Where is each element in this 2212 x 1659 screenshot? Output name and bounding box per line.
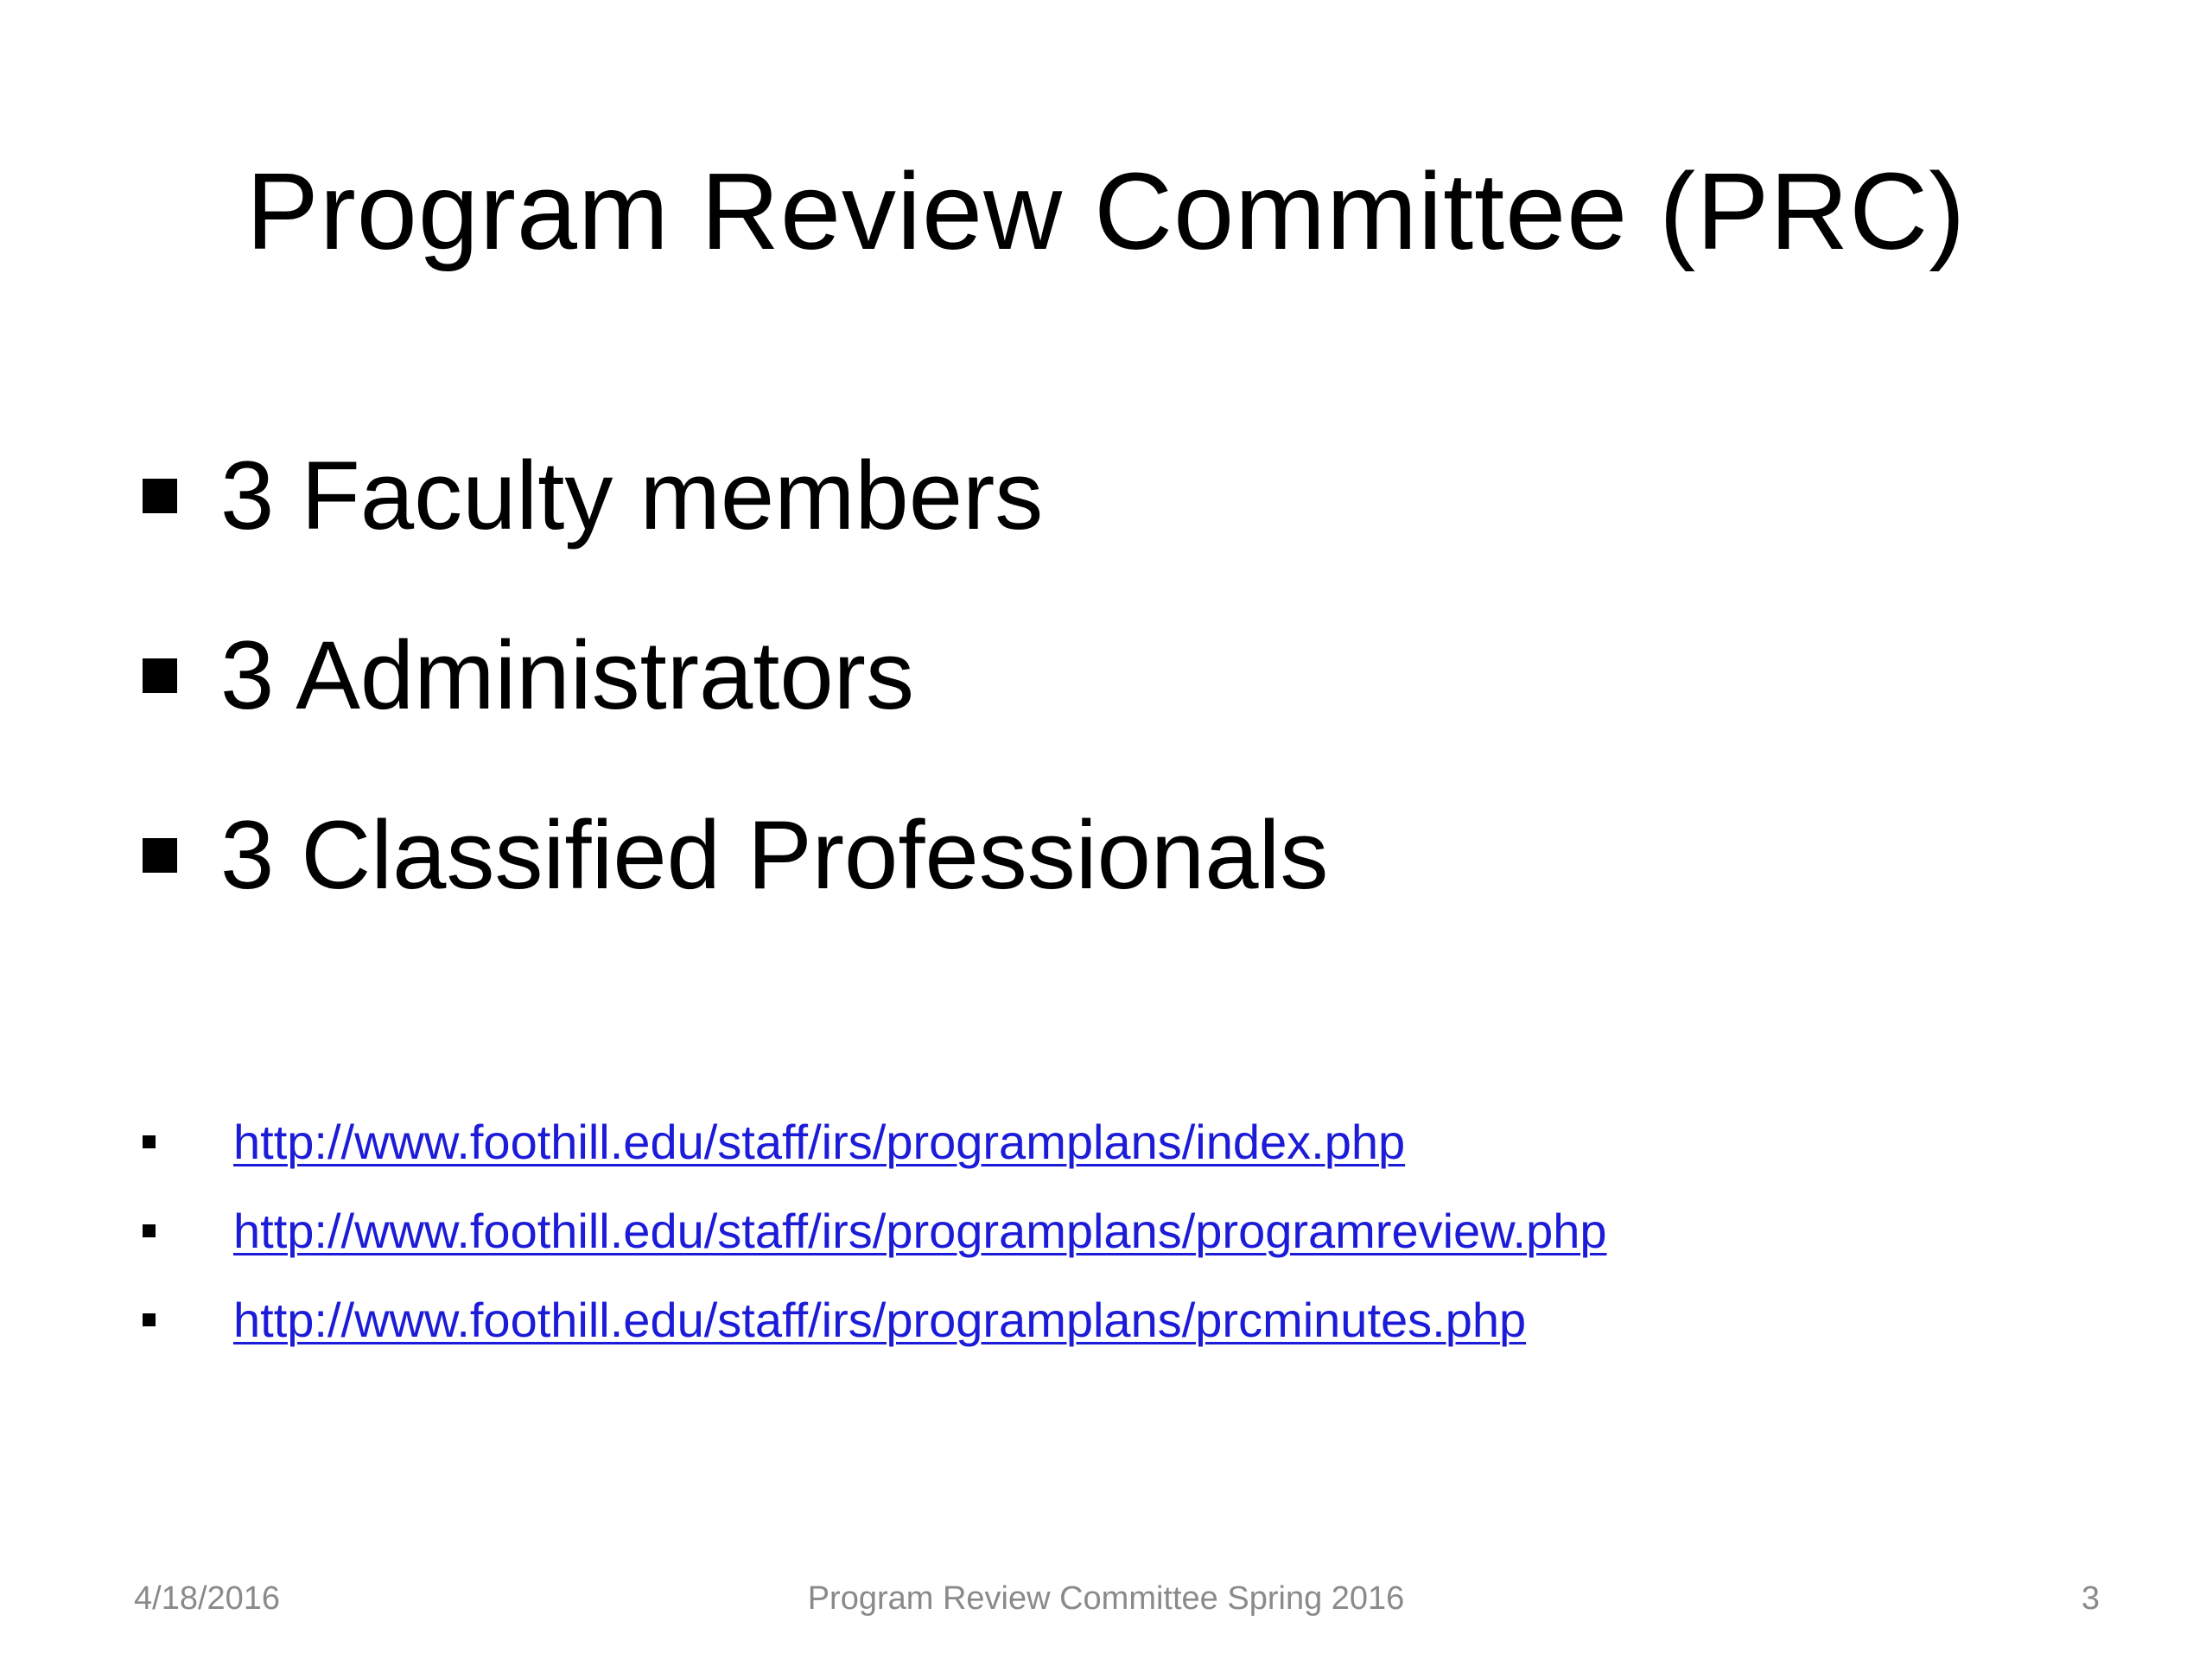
square-bullet-icon [143, 1135, 156, 1148]
slide-number: 3 [2081, 1580, 2100, 1617]
bullet-item [143, 406, 2044, 586]
bullet-item [143, 766, 2044, 945]
link-item [143, 1186, 2130, 1275]
slide-title: Program Review Committee (PRC) [245, 150, 1967, 272]
bullet-text: 3 Administrators [220, 621, 914, 729]
bullet-text: 3 Classified Professionals [220, 801, 1329, 909]
square-bullet-icon [143, 1224, 156, 1237]
square-bullet-icon [143, 1313, 156, 1326]
bullet-item [143, 586, 2044, 766]
program-plans-index-link[interactable]: http://www.foothill.edu/staff/irs/programplans/index.php [233, 1114, 1406, 1169]
bullet-text: 3 Faculty members [220, 442, 1044, 550]
square-bullet-icon [143, 658, 177, 693]
square-bullet-icon [143, 838, 177, 873]
link-item [143, 1097, 2130, 1186]
bullet-list [143, 406, 2044, 945]
square-bullet-icon [143, 479, 177, 513]
footer-title: Program Review Committee Spring 2016 [807, 1580, 1405, 1617]
program-review-link[interactable]: http://www.foothill.edu/staff/irs/programplans/programreview.php [233, 1203, 1607, 1258]
footer-date: 4/18/2016 [134, 1580, 281, 1617]
prc-minutes-link[interactable]: http://www.foothill.edu/staff/irs/programplans/prcminutes.php [233, 1292, 1527, 1347]
link-item [143, 1275, 2130, 1364]
link-list [143, 1097, 2130, 1364]
